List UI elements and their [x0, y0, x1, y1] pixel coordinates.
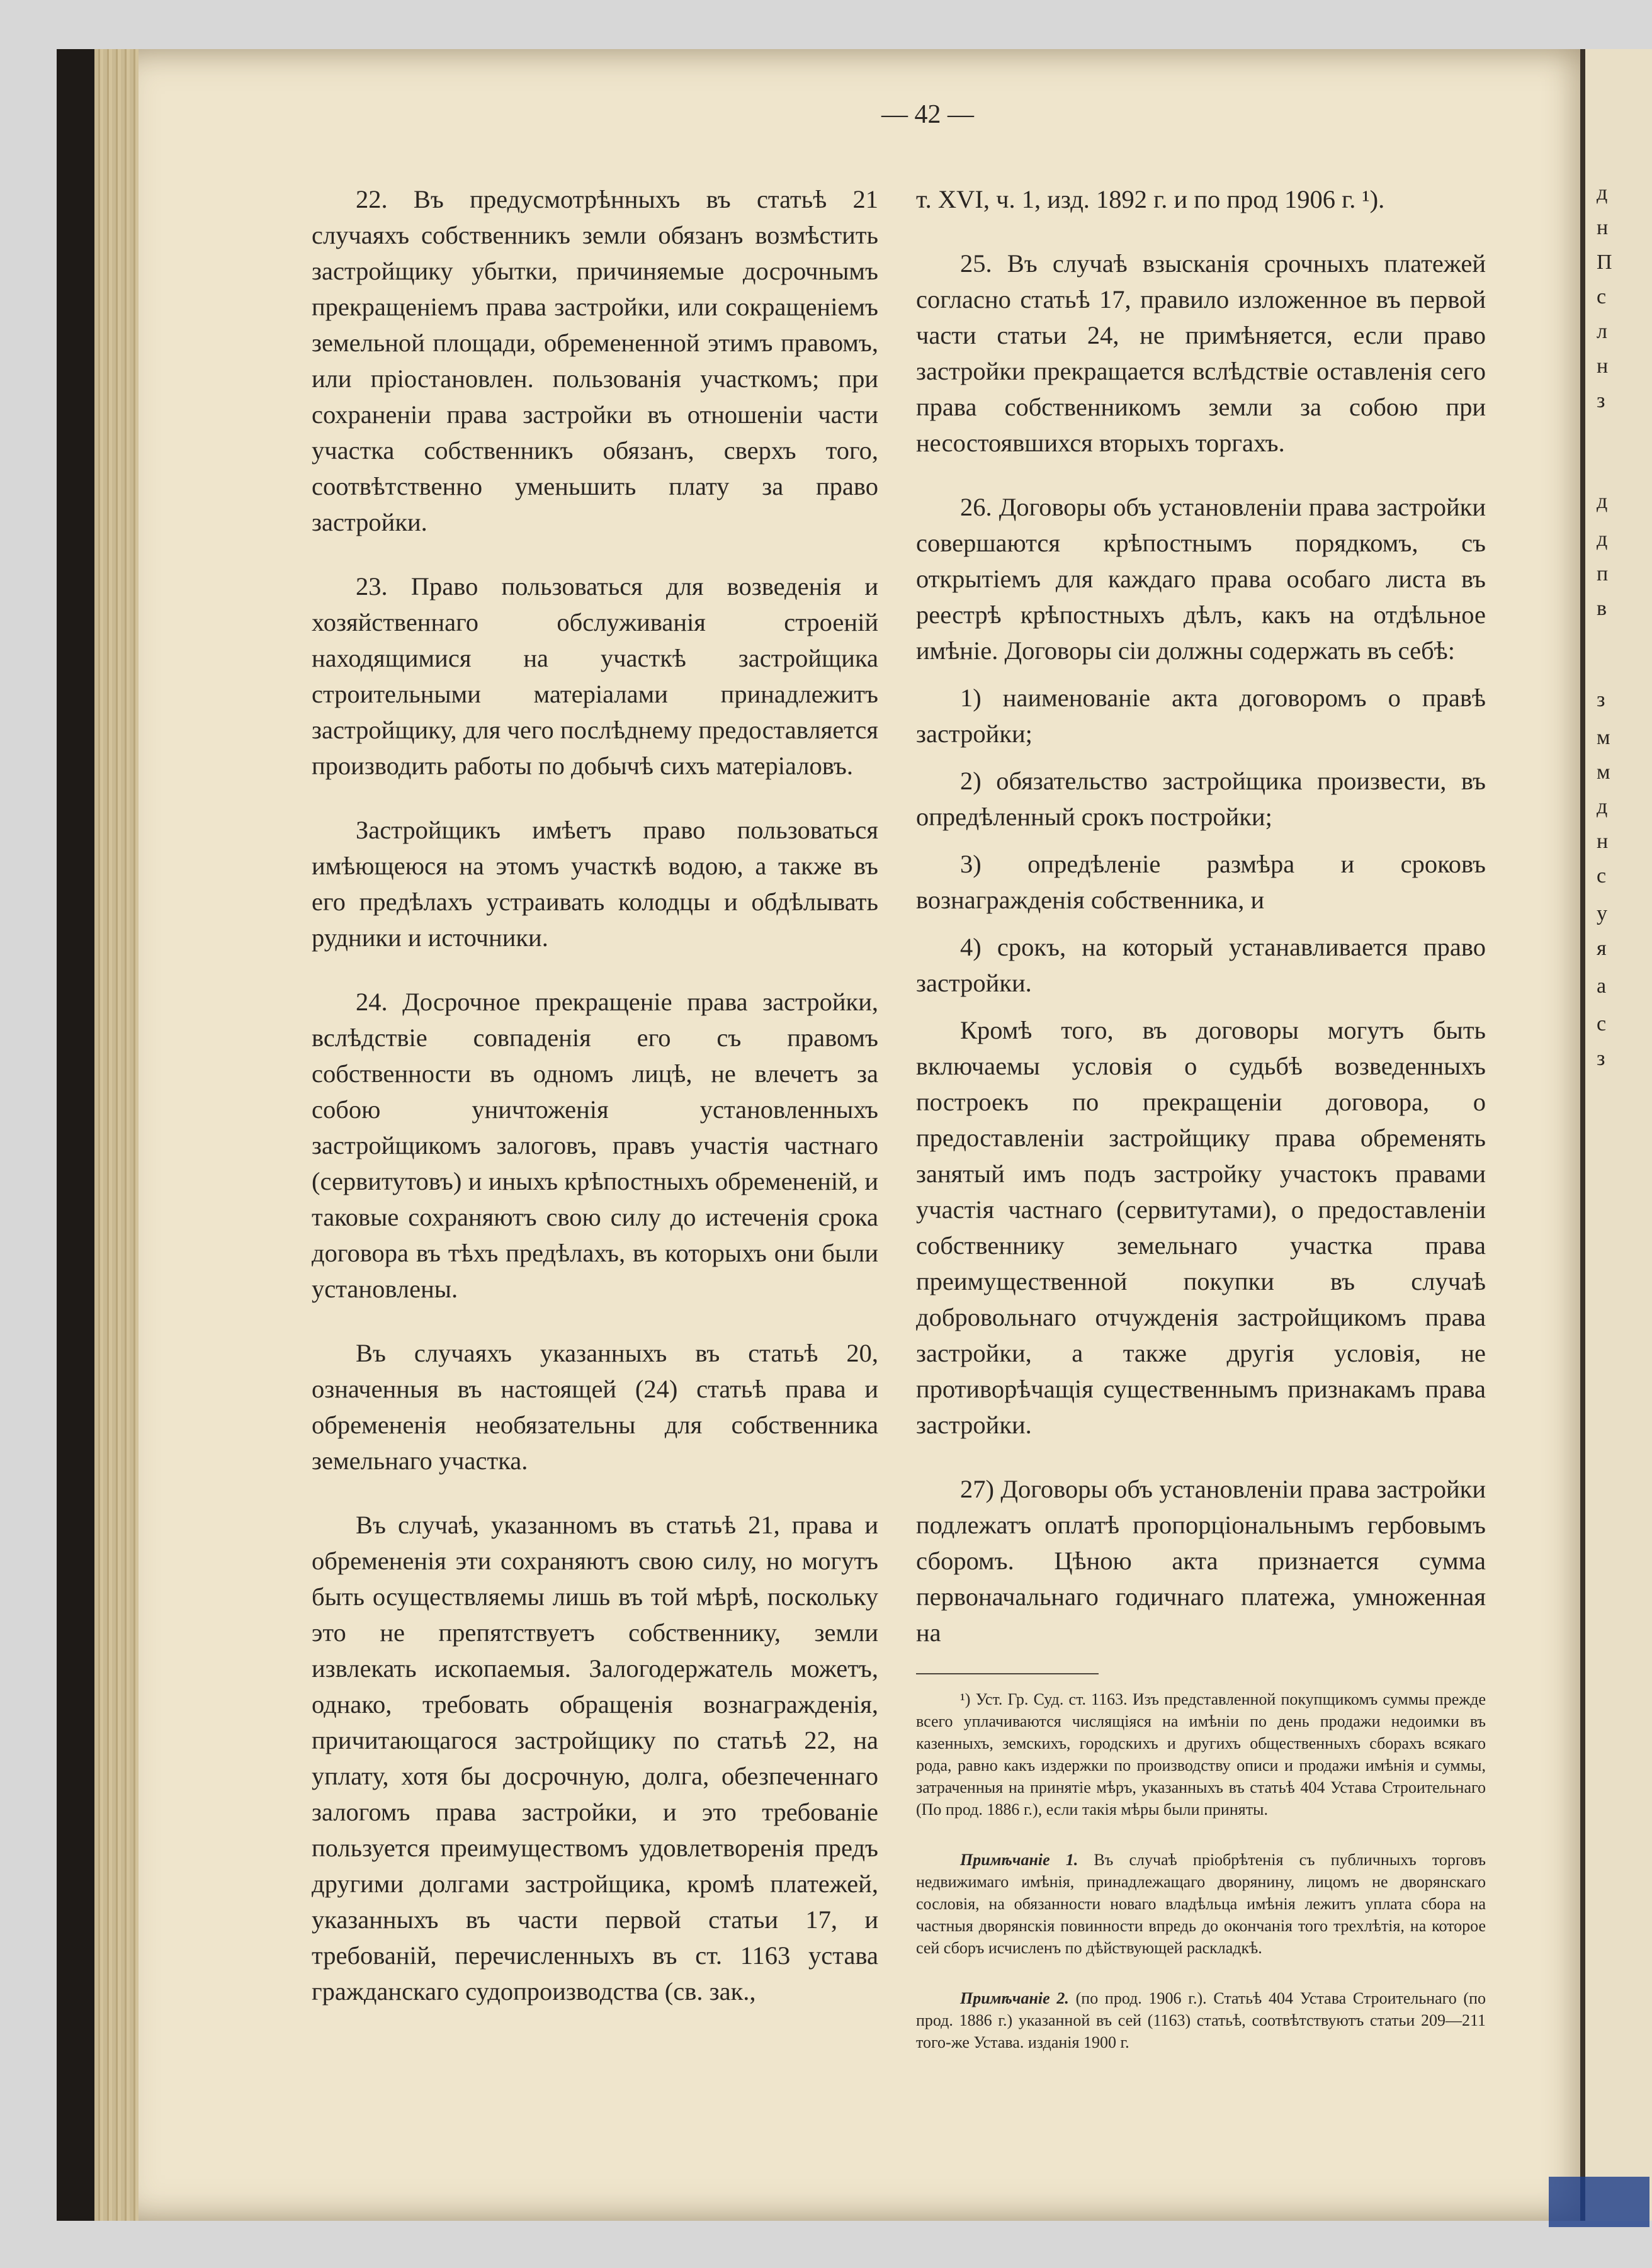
next-page-fragment: д — [1597, 490, 1608, 513]
article-22: 22. Въ предусмотрѣнныхъ въ статьѣ 21 случаяхъ собственникъ земли обязанъ возмѣстить застройщику убытки, причиняемые досрочнымъ прекращеніемъ права застройки, или сокращеніемъ земельной площади, обремененной этимъ правомъ, или пріостановлен. пользованія участкомъ; при сохраненіи права застройки въ отношеніи части участка собственникъ обязанъ, сверхъ того, соотвѣтственно уменьшить плату за право застройки. — [312, 185, 878, 536]
left-column — [312, 181, 878, 2038]
next-page-fragment: н — [1597, 830, 1609, 853]
scan-background — [57, 49, 1652, 2221]
next-page-fragment: н — [1597, 216, 1609, 239]
article-24-continuation: т. XVI, ч. 1, изд. 1892 г. и по прод 1906 г. ¹). — [916, 185, 1385, 213]
next-page-fragment: в — [1597, 597, 1607, 620]
article-25: 25. Въ случаѣ взысканія срочныхъ платежей согласно статьѣ 17, правило изложенное въ первой части статьи 24, не примѣняется, если право застройки прекращается вслѣдствіе оставленія сего права собственникомъ земли за собою при несостоявшихся вторыхъ торгахъ. — [916, 249, 1486, 457]
next-page-fragment: с — [1597, 1012, 1607, 1035]
next-page-fragment: я — [1597, 937, 1607, 960]
next-page-fragment: а — [1597, 974, 1607, 998]
footnote-note-1-text: Въ случаѣ пріобрѣтенія съ публичныхъ торговъ недвижимаго имѣнія, принадлежащаго дворянину, лицомъ не дворянскаго сословія, на обязанности новаго владѣльца имѣнія лежитъ уплата сбора на частныя дворянскія повинности впредь до окончанія того трехлѣтія, на которое сей сборъ исчисленъ по дѣйствующей раскладкѣ. — [916, 1851, 1486, 1957]
footnote-note-1 — [916, 1849, 1486, 1959]
next-page-fragment: п — [1597, 562, 1609, 585]
next-page-fragment: з — [1597, 688, 1605, 711]
article-26: 26. Договоры объ установленіи права застройки совершаются крѣпостнымъ порядкомъ, съ открытіемъ для каждаго права особаго листа въ реестрѣ крѣпостныхъ дѣлъ, какъ на отдѣльное имѣніе. Договоры сіи должны содержать въ себѣ: — [916, 493, 1486, 665]
next-page-fragment: м — [1597, 760, 1610, 784]
next-page-fragment: с — [1597, 864, 1607, 888]
next-page-fragment: с — [1597, 285, 1607, 308]
page-edge-stack — [94, 49, 139, 2221]
footnote-note-2-lead: Примѣчаніе 2. — [960, 1989, 1069, 2007]
next-page-fragment: л — [1597, 320, 1607, 343]
article-27: 27) Договоры объ установленіи права застройки подлежатъ оплатѣ пропорціональнымъ гербовымъ сборомъ. Цѣною акта признается сумма первоначальнаго годичнаго платежа, умноженная на — [916, 1475, 1486, 1647]
next-page-fragment: у — [1597, 902, 1607, 925]
article-26-paragraph-2: Кромѣ того, въ договоры могутъ быть включаемы условія о судьбѣ возведенныхъ построекъ по прекращеніи договора, о предоставленіи застройщику права обременять занятый имъ подъ застройку участокъ правами участія частнаго (сервитутами), о предоставленіи собственнику земельнаго участка права преимущественной покупки въ случаѣ добровольнаго отчужденія застройщикомъ права застройки, а также другія условія, не противорѣчащія существеннымъ признакамъ права застройки. — [916, 1016, 1486, 1439]
article-23: 23. Право пользоваться для возведенія и хозяйственнаго обслуживанія строеній находящимися на участкѣ застройщика строительными матеріалами принадлежитъ застройщику, для чего послѣднему предоставляется производить работы по добычѣ сихъ матеріаловъ. — [312, 572, 878, 780]
book-page — [94, 49, 1580, 2221]
next-page-fragment: н — [1597, 354, 1609, 378]
article-24-paragraph-3: Въ случаѣ, указанномъ въ статьѣ 21, права и обремененія эти сохраняютъ свою силу, но могутъ быть осуществляемы лишь въ той мѣрѣ, поскольку это не препятствуетъ собственнику, земли извлекать ископаемыя. Залогодержатель можетъ, однако, требовать обращенія вознагражденія, причитающагося застройщику по статьѣ 22, на уплату, хотя бы досрочную, долга, обезпеченнаго залогомъ права застройки, и это требованіе пользуется преимуществомъ удовлетворенія предъ другими долгами застройщика, кромѣ платежей, указанныхъ въ части первой статьи 17, и требованій, перечисленныхъ въ ст. 1163 устава гражданскаго судопроизводства (св. зак., — [312, 1511, 878, 2006]
next-page-fragment: д — [1597, 181, 1608, 205]
footnote-note-1-lead: Примѣчаніе 1. — [960, 1851, 1078, 1869]
right-column — [916, 181, 1486, 2082]
page-number: — 42 — — [881, 100, 974, 129]
footnote-1 — [916, 1688, 1486, 1820]
next-page-fragment: з — [1597, 389, 1605, 412]
next-page-fragment: П — [1597, 251, 1612, 274]
article-26-item-3: 3) опредѣленіе размѣра и сроковъ вознагражденія собственника, и — [916, 850, 1486, 914]
article-26-item-2: 2) обязательство застройщика произвести, въ опредѣленный срокъ постройки; — [916, 767, 1486, 831]
article-24: 24. Досрочное прекращеніе права застройки, вслѣдствіе совпаденія его съ правомъ собственности въ одномъ лицѣ, не влечетъ за собою уничтоженія установленныхъ застройщикомъ залоговъ, правъ участія частнаго (сервитутовъ) и иныхъ крѣпостныхъ обремененій, и таковые сохраняютъ свою силу до истеченія срока договора въ тѣхъ предѣлахъ, въ которыхъ они были установлены. — [312, 988, 878, 1303]
article-26-item-4: 4) срокъ, на который устанавливается право застройки. — [916, 933, 1486, 997]
footnote-note-2-text: (по прод. 1906 г.). Статьѣ 404 Устава Строительнаго (по прод. 1886 г.) указанной въ сей (1163) статьѣ, соотвѣтствуютъ статьи 209—211 того-же Устава. изданія 1900 г. — [916, 1989, 1486, 2051]
blue-stain — [1549, 2177, 1649, 2227]
article-23-paragraph-2: Застройщикъ имѣетъ право пользоваться имѣющеюся на этомъ участкѣ водою, а также въ его предѣлахъ устраивать колодцы и обдѣлывать рудники и источники. — [312, 816, 878, 952]
next-page-edge — [1580, 49, 1652, 2221]
footnote-divider — [916, 1673, 1099, 1674]
next-page-fragment: д — [1597, 795, 1608, 818]
next-page-fragment: д — [1597, 528, 1608, 551]
next-page-fragment: м — [1597, 726, 1610, 749]
article-26-item-1: 1) наименованіе акта договоромъ о правѣ застройки; — [916, 684, 1486, 748]
footnote-note-2 — [916, 1987, 1486, 2053]
article-24-paragraph-2: Въ случаяхъ указанныхъ въ статьѣ 20, означенныя въ настоящей (24) статьѣ права и обремененія необязательны для собственника земельнаго участка. — [312, 1339, 878, 1475]
next-page-fragment: з — [1597, 1047, 1605, 1070]
footnote-1-text: ¹) Уст. Гр. Суд. ст. 1163. Изъ представленной покупщикомъ суммы прежде всего уплачиваются числящіяся на имѣніи по день продажи недоимки въ казенныхъ, земскихъ, городскихъ и другихъ общественныхъ сборахъ всякаго рода, равно какъ издержки по производству описи и продажи имѣнія и суммы, затраченныя на принятіе мѣръ, указанныхъ въ статьѣ 404 Устава Строительнаго (По прод. 1886 г.), если такія мѣры были приняты. — [916, 1690, 1486, 1819]
